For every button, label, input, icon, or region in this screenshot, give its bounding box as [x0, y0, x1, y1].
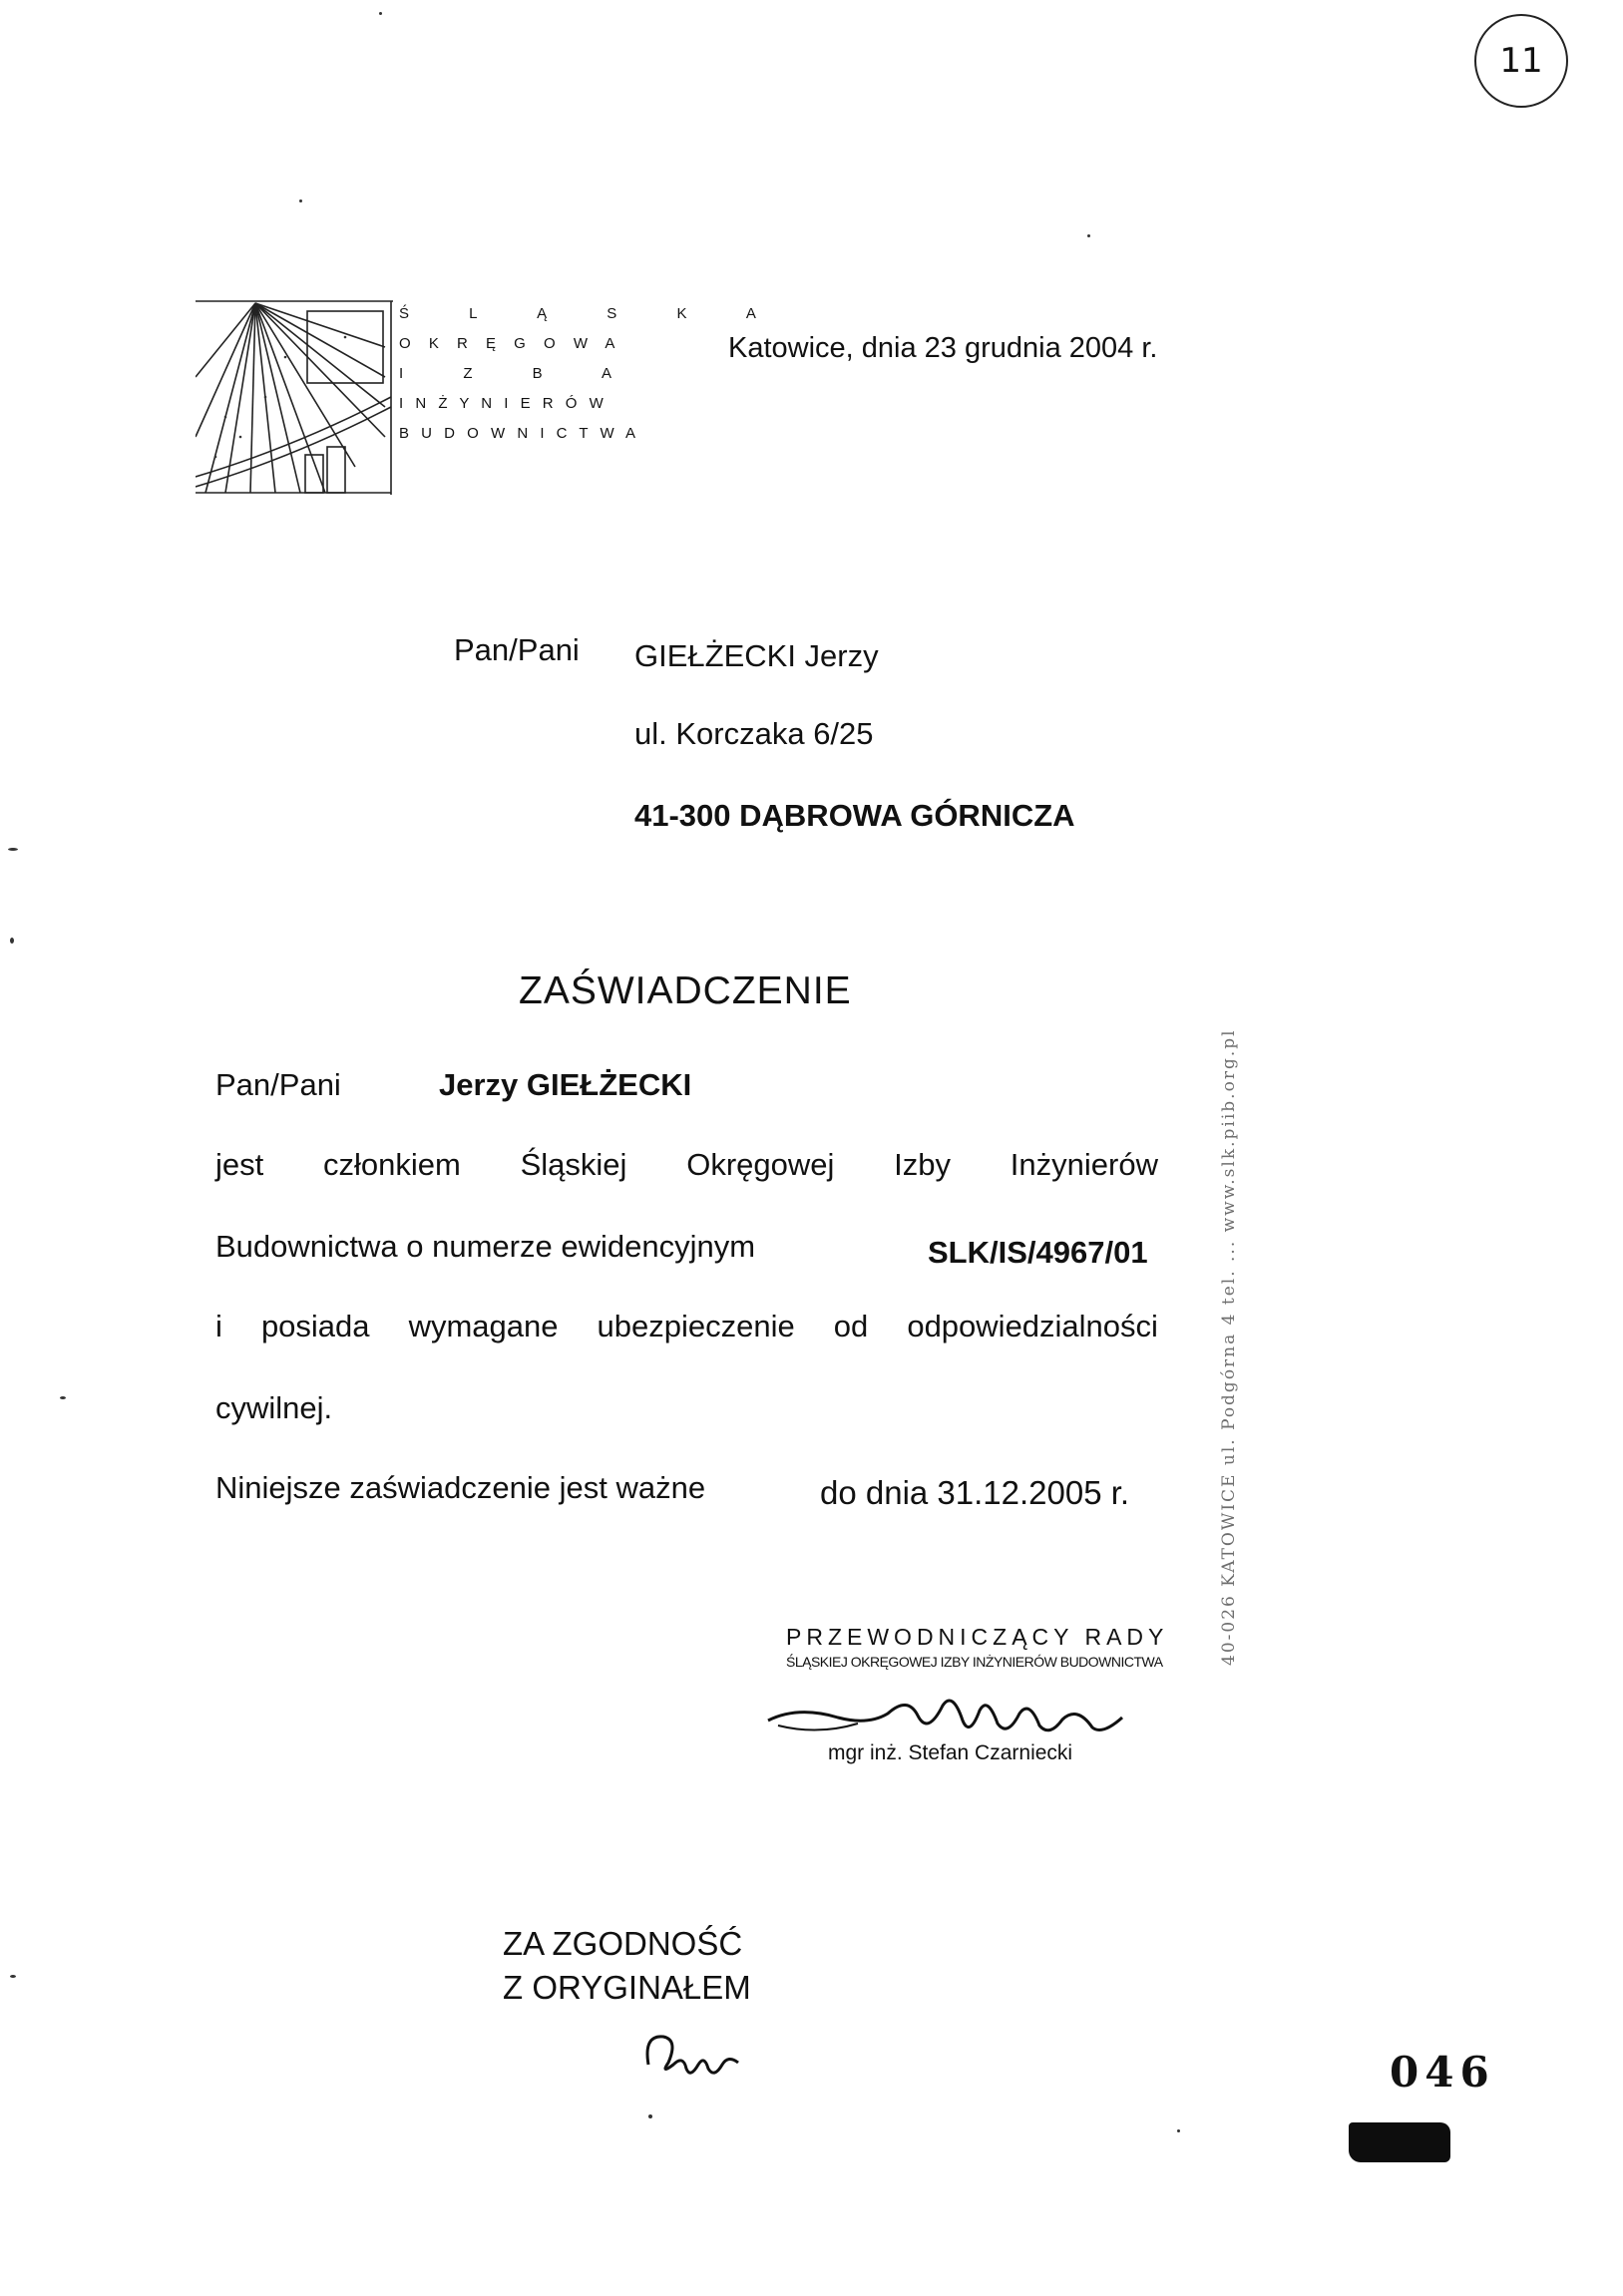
body-word: Okręgowej: [686, 1147, 835, 1182]
certification-line-2: Z ORYGINAŁEM: [503, 1969, 751, 2006]
document-title: ZAŚWIADCZENIE: [519, 969, 852, 1012]
body-person-name: Jerzy GIEŁŻECKI: [439, 1067, 692, 1102]
body-line-4: cywilnej.: [215, 1390, 333, 1425]
scan-speck: [10, 1975, 16, 1978]
logo-line: Ś L Ą S K A: [399, 305, 784, 322]
chamber-logo-graphic: [196, 297, 393, 495]
body-word: jest: [215, 1147, 264, 1182]
addressee-label: Pan/Pani: [454, 632, 580, 667]
body-line-1: [215, 1147, 1158, 1183]
signatory-subtitle: ŚLĄSKIEJ OKRĘGOWEJ IZBY INŻYNIERÓW BUDOWNICTWA: [786, 1654, 1163, 1670]
scan-speck: [60, 1396, 66, 1399]
addressee-street: ul. Korczaka 6/25: [634, 716, 874, 751]
chamber-logo-text: [399, 299, 784, 449]
body-word: członkiem: [323, 1147, 461, 1182]
logo-line: I Z B A: [399, 365, 640, 382]
scan-speck: [379, 12, 382, 15]
scan-speck: [8, 848, 18, 851]
signatory-title: PRZEWODNICZĄCY RADY: [786, 1624, 1169, 1650]
side-stamp-text: 40-026 KATOWICE ul. Podgórna 4 tel. ... www.slk.piib.org.pl: [1219, 1028, 1239, 1666]
logo-line: O K R Ę G O W A: [399, 335, 622, 352]
scan-speck: [1087, 234, 1090, 237]
logo-line: B U D O W N I C T W A: [399, 425, 639, 442]
circled-page-number: 11: [1474, 14, 1568, 108]
body-word: posiada: [260, 1309, 370, 1343]
registration-number: SLK/IS/4967/01: [928, 1235, 1148, 1270]
valid-until: do dnia 31.12.2005 r.: [820, 1474, 1130, 1511]
addressee-city: 41-300 DĄBROWA GÓRNICZA: [634, 798, 1075, 833]
body-label: Pan/Pani: [215, 1067, 341, 1102]
body-word: wymagane: [408, 1309, 559, 1343]
logo-line: I N Ż Y N I E R Ó W: [399, 395, 608, 412]
body-word: ubezpieczenie: [597, 1309, 795, 1343]
body-word: Izby: [894, 1147, 952, 1182]
scan-speck: [299, 199, 302, 202]
body-word: i: [215, 1309, 222, 1343]
scan-speck: [10, 938, 14, 944]
body-word: odpowiedzialności: [907, 1309, 1158, 1343]
redaction-mark: [1349, 2122, 1450, 2162]
body-line-3: [215, 1309, 1158, 1344]
certification-line-1: ZA ZGODNOŚĆ: [503, 1925, 743, 1962]
body-word: Śląskiej: [520, 1147, 627, 1182]
body-line-2: Budownictwa o numerze ewidencyjnym: [215, 1229, 756, 1264]
folio-number: 046: [1390, 2048, 1495, 2097]
scan-speck: [1177, 2129, 1180, 2132]
body-word: Inżynierów: [1010, 1147, 1158, 1182]
body-word: od: [833, 1309, 869, 1343]
addressee-name: GIEŁŻECKI Jerzy: [634, 638, 879, 673]
dateline: Katowice, dnia 23 grudnia 2004 r.: [728, 332, 1158, 364]
signatory-name: mgr inż. Stefan Czarniecki: [828, 1741, 1073, 1764]
body-line-5: Niniejsze zaświadczenie jest ważne: [215, 1470, 706, 1505]
scan-speck: [648, 2114, 652, 2118]
handwritten-initials: [638, 2025, 748, 2085]
